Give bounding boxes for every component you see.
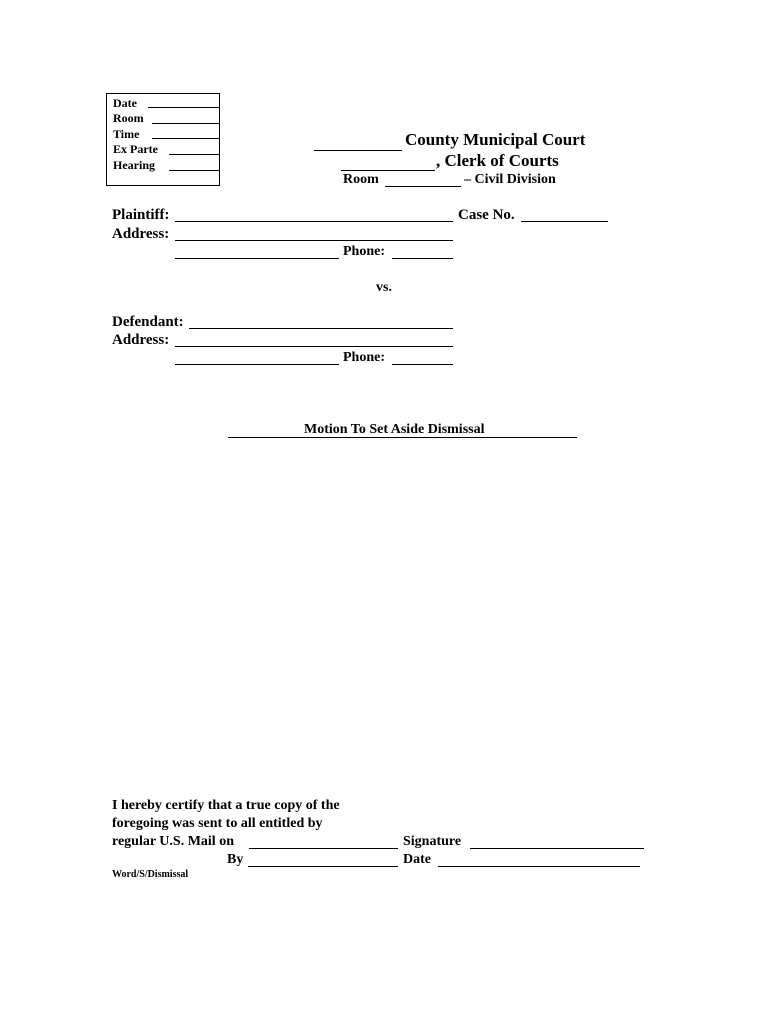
docket-exparte-field[interactable] [169,154,220,155]
plaintiff-address-field[interactable] [175,240,453,241]
defendant-name-field[interactable] [189,328,453,329]
plaintiff-name-field[interactable] [175,221,453,222]
defendant-phone-field[interactable] [392,364,453,365]
docket-hearing-label: Hearing [113,158,155,172]
plaintiff-label: Plaintiff: [112,207,170,223]
docket-exparte-label: Ex Parte [113,142,158,156]
docket-box [106,93,220,186]
defendant-phone-label: Phone: [343,350,385,365]
room-label: Room [343,172,379,187]
motion-title-underline [228,437,577,438]
certification-line-3: regular U.S. Mail on [112,834,234,849]
by-label: By [227,852,244,867]
county-name-field[interactable] [314,150,402,151]
docket-hearing-field[interactable] [169,170,220,171]
court-name: County Municipal Court [405,130,586,149]
clerk-of-courts: , Clerk of Courts [436,151,559,170]
footer-code: Word/S/Dismissal [112,869,189,880]
docket-room-label: Room [113,111,144,125]
docket-time-field[interactable] [152,138,220,139]
plaintiff-phone-field[interactable] [392,258,453,259]
defendant-label: Defendant: [112,314,184,330]
docket-room-field[interactable] [152,123,220,124]
defendant-address-field[interactable] [175,346,453,347]
case-no-label: Case No. [458,207,515,223]
plaintiff-address-line2-field[interactable] [175,258,339,259]
mail-date-field[interactable] [249,848,398,849]
defendant-address-line2-field[interactable] [175,364,339,365]
docket-date-field[interactable] [148,107,220,108]
signature-label: Signature [403,834,462,849]
civil-division: – Civil Division [464,172,556,187]
versus-label: vs. [376,280,392,295]
certification-line-2: foregoing was sent to all entitled by [112,816,323,831]
docket-time-label: Time [113,127,140,141]
docket-date-label: Date [113,96,137,110]
defendant-address-label: Address: [112,332,170,348]
date-label: Date [403,852,431,867]
motion-title: Motion To Set Aside Dismissal [304,422,485,437]
by-field[interactable] [248,866,398,867]
signature-field[interactable] [470,848,644,849]
room-field[interactable] [385,186,461,187]
certification-line-1: I hereby certify that a true copy of the [112,798,340,813]
plaintiff-address-label: Address: [112,226,170,242]
plaintiff-phone-label: Phone: [343,244,385,259]
case-no-field[interactable] [521,221,608,222]
date-field[interactable] [438,866,640,867]
clerk-name-field[interactable] [341,170,435,171]
